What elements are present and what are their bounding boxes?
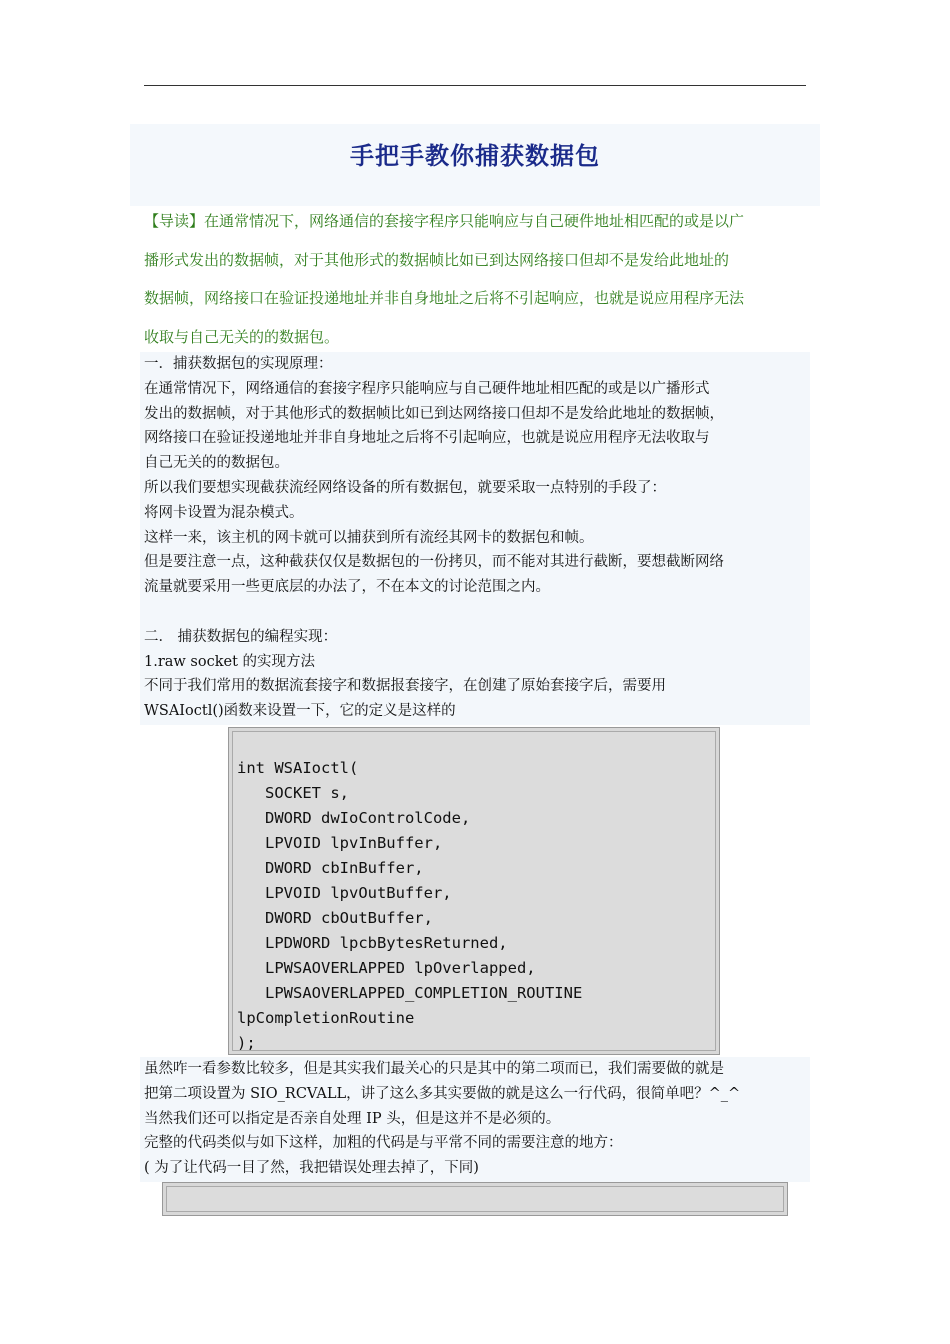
- code-block-wsaioctl: [228, 727, 720, 1055]
- code-line: );: [237, 1034, 256, 1052]
- text-line: 流量就要采用一些更底层的办法了，不在本文的讨论范围之内。: [144, 579, 550, 596]
- section-principle: [140, 352, 810, 725]
- title-box: [130, 124, 820, 206]
- text-line: 在通常情况下，网络通信的套接字程序只能响应与自己硬件地址相匹配的或是以广播形式: [144, 380, 710, 397]
- intro-line-3: 数据帧，网络接口在验证投递地址并非自身地址之后将不引起响应，也就是说应用程序无法: [144, 289, 745, 307]
- code-line: DWORD cbInBuffer,: [237, 859, 424, 877]
- text-line: 这样一来，该主机的网卡就可以捕获到所有流经其网卡的数据包和帧。: [144, 529, 594, 546]
- code-line: LPWSAOVERLAPPED lpOverlapped,: [237, 959, 536, 977]
- intro-line-text: 在通常情况下，网络通信的套接字程序只能响应与自己硬件地址相匹配的或是以广: [204, 212, 745, 230]
- code-line: LPDWORD lpcbBytesReturned,: [237, 934, 508, 952]
- code-line: LPVOID lpvOutBuffer,: [237, 884, 452, 902]
- text-line: 当然我们还可以指定是否亲自处理 IP 头，但是这并不是必须的。: [144, 1110, 561, 1127]
- section-explanation: [140, 1057, 810, 1182]
- code-line: SOCKET s,: [237, 784, 349, 802]
- text-line: 自己无关的的数据包。: [144, 455, 289, 472]
- top-rule: [144, 85, 806, 86]
- text-line: 发出的数据帧，对于其他形式的数据帧比如已到达网络接口但却不是发给此地址的数据帧，: [144, 405, 724, 422]
- text-line: 但是要注意一点，这种截获仅仅是数据包的一份拷贝，而不能对其进行截断，要想截断网络: [144, 554, 724, 571]
- text-line: ( 为了让代码一目了然，我把错误处理去掉了，下同): [144, 1160, 479, 1177]
- intro-line-4: 收取与自己无关的的数据包。: [144, 327, 340, 346]
- code-listing: [237, 756, 582, 1056]
- code-block-inner: [166, 1186, 784, 1212]
- text-line: 所以我们要想实现截获流经网络设备的所有数据包，就要采取一点特别的手段了：: [144, 479, 666, 496]
- intro-line-1: [144, 202, 810, 241]
- section-heading-1: 一．捕获数据包的实现原理：: [144, 356, 333, 372]
- intro-paragraph: [144, 202, 810, 356]
- code-block-inner: [232, 731, 716, 1051]
- intro-line-2: 播形式发出的数据帧，对于其他形式的数据帧比如已到达网络接口但却不是发给此地址的: [144, 250, 730, 269]
- subheading-raw-socket: 1.raw socket 的实现方法: [144, 653, 316, 670]
- article-title: 手把手教你捕获数据包: [350, 142, 600, 170]
- code-line: int WSAIoctl(: [237, 759, 359, 777]
- text-line: 完整的代码类似与如下这样，加粗的代码是与平常不同的需要注意的地方：: [144, 1135, 623, 1152]
- text-line: 网络接口在验证投递地址并非自身地址之后将不引起响应，也就是说应用程序无法收取与: [144, 430, 710, 447]
- text-line: 虽然咋一看参数比较多，但是其实我们最关心的只是其中的第二项而已，我们需要做的就是: [144, 1061, 724, 1077]
- code-line: DWORD cbOutBuffer,: [237, 909, 433, 927]
- text-line: 不同于我们常用的数据流套接字和数据报套接字，在创建了原始套接字后，需要用: [144, 678, 666, 695]
- intro-lead: 【导读】: [144, 212, 205, 230]
- blank-line: [144, 600, 810, 625]
- section-heading-2: 二． 捕获数据包的编程实现：: [144, 628, 338, 645]
- code-line: LPWSAOVERLAPPED_COMPLETION_ROUTINE: [237, 984, 583, 1002]
- code-line: DWORD dwIoControlCode,: [237, 809, 471, 827]
- code-line: LPVOID lpvInBuffer,: [237, 834, 443, 852]
- code-block-empty: [162, 1182, 788, 1216]
- section-explanation-text: [144, 1057, 810, 1181]
- text-line: WSAIoctl()函数来设置一下，它的定义是这样的: [144, 703, 456, 720]
- code-line: lpCompletionRoutine: [237, 1009, 415, 1027]
- text-line: 将网卡设置为混杂模式。: [144, 504, 304, 521]
- section-principle-text: [144, 352, 810, 724]
- text-line: 把第二项设置为 SIO_RCVALL，讲了这么多其实要做的就是这么一行代码，很简单吧？^_^: [144, 1085, 741, 1102]
